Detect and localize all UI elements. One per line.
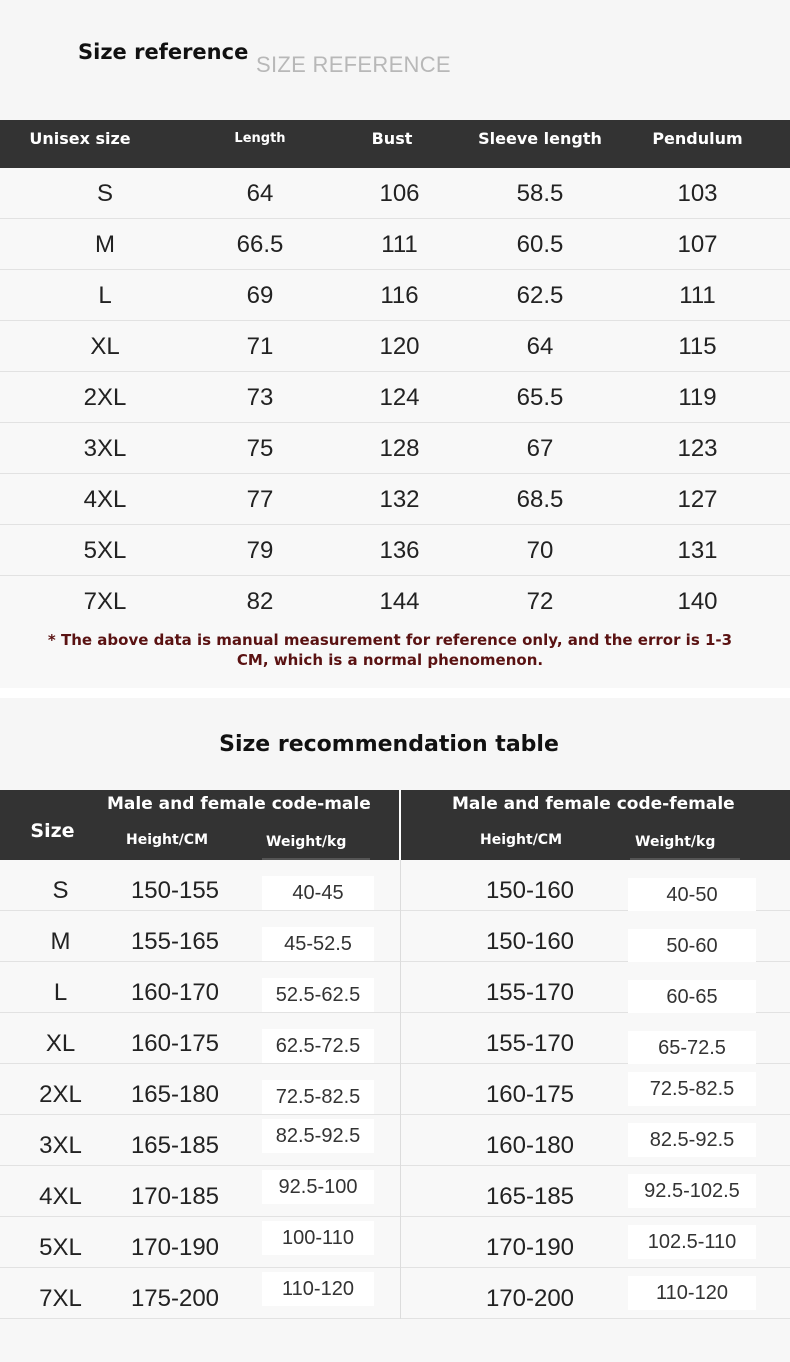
- recommendation-title-section: [0, 698, 790, 790]
- cell-male-height: 155-165: [130, 928, 220, 955]
- cell-size: S: [96, 180, 113, 207]
- note-text: [40, 630, 740, 670]
- table-row: [0, 423, 790, 474]
- cell-bust: 124: [379, 384, 420, 411]
- cell-female-height: 160-175: [485, 1081, 575, 1108]
- cell-male-weight: 52.5-62.5: [262, 978, 374, 1012]
- column-divider: [400, 1166, 401, 1217]
- cell-female-weight: 50-60: [628, 929, 756, 963]
- cell-size: L: [53, 979, 68, 1006]
- cell-size: L: [98, 282, 112, 309]
- cell-sleeve-length: 72: [526, 588, 554, 615]
- size-reference-table: [0, 168, 790, 627]
- cell-sleeve-length: 62.5: [516, 282, 564, 309]
- cell-male-height: 170-190: [130, 1234, 220, 1261]
- cell-bust: 132: [379, 486, 420, 513]
- cell-female-height: 150-160: [485, 928, 575, 955]
- col-sleeve-length: Sleeve length: [478, 129, 602, 148]
- cell-female-height: 155-170: [485, 979, 575, 1006]
- table-row: [0, 1064, 790, 1115]
- cell-female-weight: 65-72.5: [628, 1031, 756, 1065]
- cell-male-weight: 82.5-92.5: [262, 1119, 374, 1153]
- table-row: [0, 270, 790, 321]
- cell-pendulum: 123: [677, 435, 718, 462]
- col-pendulum: Pendulum: [652, 129, 743, 148]
- col-unisex-size: Unisex size: [29, 129, 131, 148]
- note-line-1: * The above data is manual measurement for reference only, and the error is 1-3: [47, 631, 733, 649]
- cell-length: 69: [246, 282, 274, 309]
- table-row: [0, 474, 790, 525]
- female-weight-label: Weight/kg: [635, 834, 716, 850]
- size-reference-header: [0, 120, 790, 168]
- cell-size: 7XL: [83, 588, 127, 615]
- cell-female-weight: 40-50: [628, 878, 756, 912]
- table-row: [0, 219, 790, 270]
- table-row: [0, 1268, 790, 1319]
- cell-size: 5XL: [83, 537, 127, 564]
- note-line-2: CM, which is a normal phenomenon.: [236, 651, 544, 669]
- female-group-label: Male and female code-female: [452, 794, 735, 814]
- cell-male-weight: 72.5-82.5: [262, 1080, 374, 1114]
- table-row: [0, 911, 790, 962]
- cell-size: 7XL: [39, 1285, 82, 1312]
- column-divider: [400, 1115, 401, 1166]
- recommendation-header: [0, 790, 790, 860]
- cell-male-weight: 92.5-100: [262, 1170, 374, 1204]
- female-height-label: Height/CM: [480, 832, 563, 848]
- table-row: [0, 962, 790, 1013]
- group-divider: [399, 790, 401, 860]
- cell-sleeve-length: 58.5: [516, 180, 564, 207]
- col-size: Size: [30, 820, 75, 842]
- cell-sleeve-length: 68.5: [516, 486, 564, 513]
- cell-male-height: 160-170: [130, 979, 220, 1006]
- cell-bust: 111: [381, 231, 418, 258]
- title-section: [0, 0, 790, 120]
- cell-female-height: 155-170: [485, 1030, 575, 1057]
- male-height-label: Height/CM: [126, 832, 209, 848]
- col-bust: Bust: [371, 129, 413, 148]
- cell-male-height: 160-175: [130, 1030, 220, 1057]
- table-row: [0, 860, 790, 911]
- table-row: [0, 525, 790, 576]
- cell-bust: 136: [379, 537, 420, 564]
- male-group-label: Male and female code-male: [107, 794, 371, 814]
- cell-length: 75: [246, 435, 274, 462]
- cell-female-weight: 102.5-110: [628, 1225, 756, 1259]
- table-row: [0, 1166, 790, 1217]
- cell-size: M: [95, 231, 115, 258]
- cell-size: 5XL: [39, 1234, 82, 1261]
- cell-size: 4XL: [83, 486, 127, 513]
- table-row: [0, 576, 790, 627]
- table-row: [0, 1217, 790, 1268]
- table-row: [0, 1013, 790, 1064]
- cell-male-height: 150-155: [130, 877, 220, 904]
- cell-size: 4XL: [39, 1183, 82, 1210]
- cell-male-weight: 40-45: [262, 876, 374, 910]
- cell-bust: 116: [380, 282, 419, 309]
- cell-female-height: 160-180: [485, 1132, 575, 1159]
- cell-size: XL: [90, 333, 120, 360]
- cell-male-weight: 45-52.5: [262, 927, 374, 961]
- recommendation-title: Size recommendation table: [219, 732, 559, 757]
- cell-male-weight: 100-110: [262, 1221, 374, 1255]
- cell-female-height: 170-190: [485, 1234, 575, 1261]
- column-divider: [400, 962, 401, 1013]
- cell-male-height: 175-200: [130, 1285, 220, 1312]
- cell-female-weight: 72.5-82.5: [628, 1072, 756, 1106]
- cell-size: M: [50, 928, 71, 955]
- cell-length: 71: [246, 333, 274, 360]
- cell-sleeve-length: 64: [526, 333, 554, 360]
- cell-female-height: 165-185: [485, 1183, 575, 1210]
- cell-size: 3XL: [39, 1132, 82, 1159]
- cell-pendulum: 111: [679, 282, 716, 309]
- cell-pendulum: 103: [677, 180, 718, 207]
- cell-pendulum: 127: [677, 486, 718, 513]
- recommendation-table: [0, 860, 790, 1319]
- cell-size: 2XL: [39, 1081, 82, 1108]
- cell-male-height: 165-180: [130, 1081, 220, 1108]
- cell-female-height: 150-160: [485, 877, 575, 904]
- table-row: [0, 321, 790, 372]
- column-divider: [400, 911, 401, 962]
- cell-bust: 106: [379, 180, 420, 207]
- cell-pendulum: 119: [678, 384, 717, 411]
- cell-male-weight: 110-120: [262, 1272, 374, 1306]
- table-row: [0, 372, 790, 423]
- cell-length: 82: [246, 588, 274, 615]
- cell-size: S: [52, 877, 69, 904]
- cell-length: 79: [246, 537, 274, 564]
- cell-female-weight: 110-120: [628, 1276, 756, 1310]
- cell-bust: 120: [379, 333, 420, 360]
- cell-male-weight: 62.5-72.5: [262, 1029, 374, 1063]
- cell-bust: 144: [379, 588, 420, 615]
- cell-size: 3XL: [83, 435, 127, 462]
- measurement-note: [0, 622, 790, 688]
- page-subtitle: SIZE REFERENCE: [256, 52, 451, 77]
- column-divider: [400, 860, 401, 911]
- cell-length: 66.5: [236, 231, 284, 258]
- cell-female-height: 170-200: [485, 1285, 575, 1312]
- column-divider: [400, 1013, 401, 1064]
- table-row: [0, 168, 790, 219]
- cell-sleeve-length: 70: [526, 537, 554, 564]
- cell-sleeve-length: 67: [526, 435, 554, 462]
- cell-sleeve-length: 60.5: [516, 231, 564, 258]
- column-divider: [400, 1064, 401, 1115]
- cell-female-weight: 60-65: [628, 980, 756, 1014]
- cell-female-weight: 82.5-92.5: [628, 1123, 756, 1157]
- cell-pendulum: 107: [677, 231, 718, 258]
- cell-length: 77: [246, 486, 274, 513]
- cell-male-height: 170-185: [130, 1183, 220, 1210]
- cell-pendulum: 140: [677, 588, 718, 615]
- page-title: Size reference: [78, 40, 249, 64]
- table-row: [0, 1115, 790, 1166]
- cell-pendulum: 131: [677, 537, 718, 564]
- cell-female-weight: 92.5-102.5: [628, 1174, 756, 1208]
- cell-male-height: 165-185: [130, 1132, 220, 1159]
- col-length: Length: [234, 131, 286, 146]
- cell-bust: 128: [379, 435, 420, 462]
- cell-pendulum: 115: [678, 333, 717, 360]
- column-divider: [400, 1217, 401, 1268]
- section-gap: [0, 688, 790, 698]
- cell-size: 2XL: [83, 384, 127, 411]
- cell-sleeve-length: 65.5: [516, 384, 564, 411]
- cell-size: XL: [45, 1030, 76, 1057]
- male-weight-label: Weight/kg: [266, 834, 347, 850]
- cell-length: 64: [246, 180, 274, 207]
- column-divider: [400, 1268, 401, 1319]
- cell-length: 73: [246, 384, 274, 411]
